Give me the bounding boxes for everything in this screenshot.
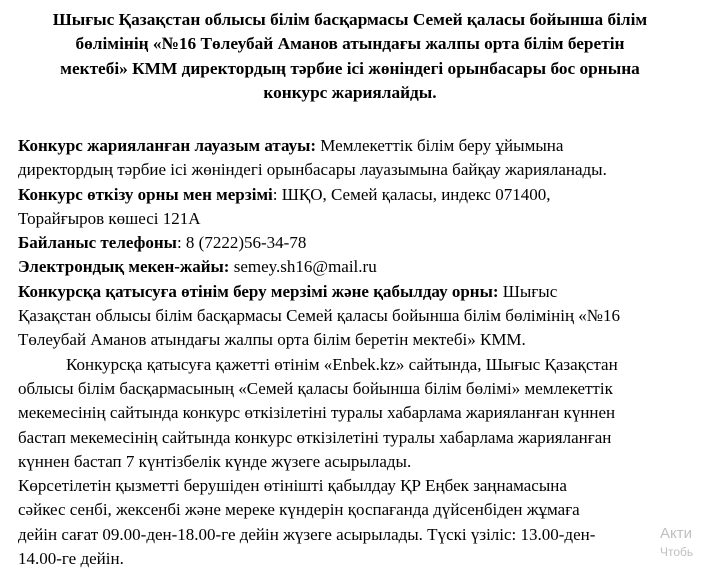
venue-label: Конкурс өткізу орны мен мерзімі bbox=[18, 184, 273, 204]
venue-paragraph-cont bbox=[18, 207, 698, 231]
procedure-line: облысы білім басқармасының «Семей қаласы бойынша білім бөлімі» мемлекеттік bbox=[18, 378, 613, 398]
position-paragraph bbox=[18, 134, 698, 158]
position-paragraph-cont bbox=[18, 158, 698, 182]
venue-value-cont: Торайғыров көшесі 121А bbox=[18, 208, 201, 228]
position-value-cont: директордың тәрбие ісі жөніндегі орынбасары лауазымына байқау жарияланады. bbox=[18, 160, 607, 180]
application-line: Қазақстан облысы білім басқармасы Семей қаласы бойынша білім бөлімінің «№16 bbox=[18, 306, 621, 326]
title-line: мектебі» КММ директордың тәрбие ісі жөніндегі орынбасары бос орнына bbox=[60, 58, 640, 78]
email-label: Электрондық мекен-жайы: bbox=[18, 257, 230, 277]
venue-paragraph bbox=[18, 183, 698, 207]
title-line: Шығыс Қазақстан облысы білім басқармасы Семей қаласы бойынша білім bbox=[52, 10, 648, 29]
procedure-line: Конкурсқа қатысуға қажетті өтінім «Enbek.kz» сайтында, Шығыс Қазақстан bbox=[66, 354, 618, 374]
email-paragraph bbox=[18, 255, 698, 279]
application-line: Төлеубай Аманов атындағы жалпы орта білім беретін мектебі» КММ. bbox=[18, 330, 526, 350]
application-paragraph bbox=[18, 280, 698, 304]
hours-line: 14.00-ге дейін. bbox=[18, 549, 124, 569]
hours-line: Көрсетілетін қызметті берушіден өтінішті қабылдау ҚР Еңбек заңнамасына bbox=[18, 476, 567, 496]
position-value: Мемлекеттік білім беру ұйымына bbox=[316, 136, 564, 155]
application-label: Конкурсқа қатысуға өтінім беру мерзімі және қабылдау орны: bbox=[18, 281, 499, 301]
phone-value: : 8 (7222)56-34-78 bbox=[176, 233, 307, 253]
procedure-line: күннен бастап 7 күнтізбелік күнде жүзеге асырылады. bbox=[18, 451, 412, 471]
email-value: semey.sh16@mail.ru bbox=[229, 257, 377, 277]
application-value: Шығыс bbox=[498, 281, 558, 301]
phone-paragraph bbox=[18, 231, 698, 255]
announcement-body bbox=[18, 134, 698, 571]
position-label: Конкурс жарияланған лауазым атауы: bbox=[18, 136, 317, 155]
hours-line: сәйкес сенбі, жексенбі және мереке күндерін қоспағанда дүйсенбіден жұмаға bbox=[18, 500, 580, 520]
phone-label: Байланыс телефоны bbox=[18, 233, 177, 253]
hours-line: дейін сағат 09.00-ден-18.00-ге дейін жүзеге асырылады. Түскі үзіліс: 13.00-ден- bbox=[18, 524, 596, 544]
title-line: бөлімінің «№16 Төлеубай Аманов атындағы жалпы орта білім беретін bbox=[75, 34, 625, 54]
announcement-title bbox=[14, 8, 686, 105]
procedure-line: бастап мекемесінің сайтында конкурс өткізілетіні туралы хабарлама жарияланған bbox=[18, 427, 612, 447]
watermark-line: Акти bbox=[660, 525, 692, 542]
activation-watermark bbox=[660, 524, 693, 560]
procedure-line: мекемесінің сайтында конкурс өткізілетіні туралы хабарлама жарияланған күннен bbox=[18, 403, 616, 423]
venue-value: : ШҚО, Семей қаласы, индекс 071400, bbox=[272, 184, 551, 204]
title-line: конкурс жариялайды. bbox=[263, 82, 437, 102]
watermark-line: Чтобь bbox=[660, 545, 694, 559]
